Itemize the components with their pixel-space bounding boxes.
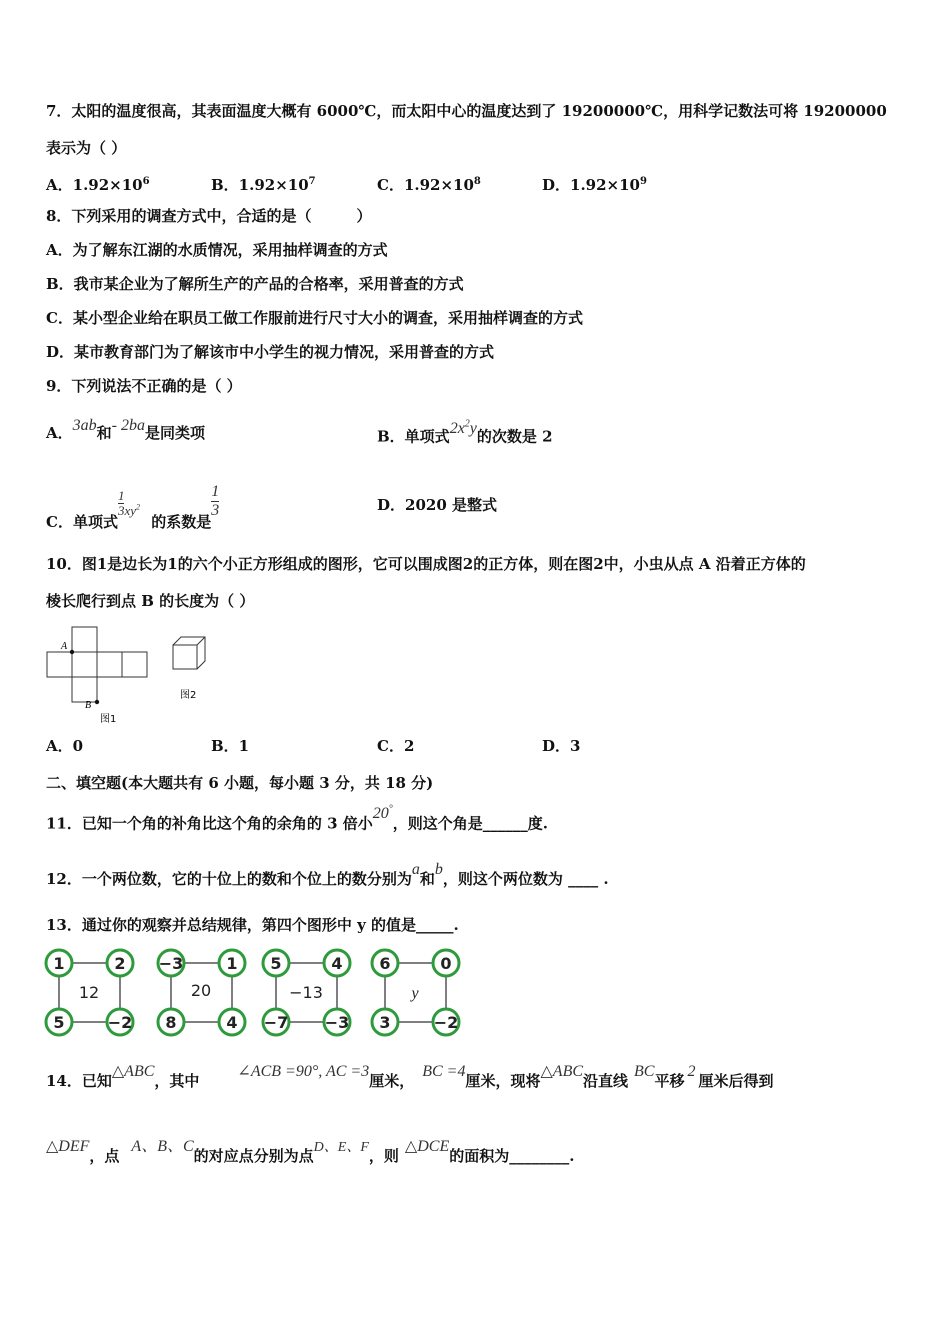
value-bl: 5 [53, 1013, 65, 1032]
l1-unit2: 厘米，现将 [465, 1072, 541, 1090]
expr-y: y [469, 420, 477, 438]
q10-figures [40, 622, 220, 730]
value-br: −2 [107, 1013, 133, 1032]
fraction-1-3-large [211, 483, 219, 520]
frac-den: 3 [117, 503, 125, 518]
value-bl: 8 [165, 1013, 177, 1032]
q8-option-c: C．某小型企业给在职员工做工作服前进行尺寸大小的调查，采用抽样调查的方式 [46, 309, 583, 327]
q12-pre: 12．一个两位数，它的十位上的数和个位上的数分别为 [46, 870, 412, 888]
q11-pre: 11．已知一个角的补角比这个角的余角的 3 倍小 [46, 814, 373, 833]
q8-option-a: A．为了解东江湖的水质情况，采用抽样调查的方式 [46, 241, 388, 259]
point-b-label: B [85, 700, 92, 711]
q10-option-d: D．3 [542, 737, 581, 755]
q7-option-d [542, 172, 647, 195]
l1-unit1: 厘米， [369, 1072, 415, 1090]
opt-text: B．1.92×10 [211, 176, 309, 194]
value-tr: 4 [331, 954, 343, 973]
l2-mid: 的对应点分别为点 [193, 1147, 314, 1165]
triangle-def: △DEF [46, 1138, 90, 1155]
q8-stem: 8．下列采用的调查方式中，合适的是（ ） [46, 207, 372, 225]
frac-num: 1 [117, 488, 125, 503]
value-tl: 1 [53, 954, 65, 973]
expr-base: 2x [449, 420, 465, 438]
value-tr: 1 [226, 954, 238, 973]
expr-exp: 2 [136, 502, 140, 512]
expr-deg: ° [388, 804, 393, 815]
opt-label: A． [46, 424, 73, 442]
opt-text: C．1.92×10 [377, 176, 474, 194]
q13-figure-1 [46, 950, 133, 1035]
q12-post: ，则这个两位数为 ____ . [442, 870, 609, 888]
q8-option-b: B．我市某企业为了解所生产的产品的合格率，采用普查的方式 [46, 275, 464, 293]
q8-option-d: D．某市教育部门为了解该市中小学生的视力情况，采用普查的方式 [46, 343, 495, 361]
opt-text: A．1.92×10 [46, 176, 143, 194]
l2-end: 的面积为________. [449, 1147, 575, 1165]
l2-dot: ，点 [89, 1147, 120, 1165]
q13-figure-4 [372, 950, 459, 1035]
q14-line1 [46, 1063, 774, 1092]
l1-shift: 平移 [654, 1072, 685, 1090]
q11-expr [373, 805, 393, 822]
q14-line2 [46, 1138, 575, 1168]
value-center: y [411, 985, 419, 1002]
q13-figure-2 [158, 950, 245, 1035]
q10-stem-line1: 10．图1是边长为1的六个小正方形组成的图形，它可以围成图2的正方体，则在图2中，小虫从点 A 沿着正方体的 [46, 555, 806, 573]
frac-num: 1 [211, 483, 220, 500]
expr-xy: xy [124, 503, 136, 518]
q9-option-d: D．2020 是整式 [377, 496, 497, 514]
mid-text: 的系数是 [151, 513, 212, 531]
value-center: −13 [289, 983, 323, 1002]
bc-expr: BC =4 [422, 1063, 466, 1080]
l1-pre: 14．已知 [46, 1072, 112, 1090]
opt-exp: 8 [473, 176, 481, 187]
q7-option-c [377, 172, 481, 195]
q11 [46, 804, 548, 834]
cube-net [47, 627, 147, 702]
q11-post: ，则这个角是______度. [392, 814, 548, 833]
triangle-dce: △DCE [404, 1138, 450, 1155]
expr-num: 20 [372, 805, 389, 823]
q7-option-a [46, 172, 150, 195]
value-tr: 0 [440, 954, 452, 973]
q9-stem: 9．下列说法不正确的是（ ） [46, 377, 242, 395]
l1-along: 沿直线 [583, 1072, 629, 1090]
fig1-label: 图1 [100, 714, 117, 725]
point-a-label: A [61, 641, 68, 652]
section-two-heading: 二、填空题(本大题共有 6 小题，每小题 3 分，共 18 分) [46, 774, 434, 792]
q12 [46, 861, 609, 890]
value-center: 12 [78, 983, 100, 1002]
triangle-abc-2: △ABC [540, 1063, 584, 1080]
value-bl: −7 [263, 1013, 289, 1032]
value-tl: −3 [158, 954, 184, 973]
tail-text: 的次数是 2 [476, 427, 553, 446]
opt-label: C．单项式 [46, 513, 118, 531]
point-b-dot [95, 700, 99, 704]
l1-end: 厘米后得到 [698, 1072, 774, 1090]
angle-expr: ∠ACB =90°, AC =3 [237, 1063, 370, 1080]
q10-stem-line2: 棱长爬行到点 B 的长度为（ ） [46, 592, 255, 610]
q9-option-b [377, 419, 553, 447]
q10-option-c: C．2 [377, 737, 415, 755]
expr-3ab: 3ab [72, 417, 97, 434]
shift-distance: 2 [687, 1063, 696, 1080]
opt-exp: 7 [308, 176, 316, 187]
opt-exp: 9 [639, 176, 647, 187]
points-def: D、E、F [313, 1140, 369, 1155]
point-a-dot [70, 650, 74, 654]
q9-option-c [46, 483, 220, 533]
q9-option-a [46, 417, 205, 444]
value-tl: 5 [270, 954, 282, 973]
var-a: a [411, 861, 420, 878]
value-br: −3 [324, 1013, 350, 1032]
value-br: −2 [433, 1013, 459, 1032]
q13-stem: 13．通过你的观察并总结规律，第四个图形中 y 的值是_____. [46, 916, 459, 934]
value-center: 20 [190, 981, 212, 1000]
fig2-label: 图2 [180, 690, 197, 701]
points-abc: A、B、C [131, 1138, 194, 1155]
l1-mid: ，其中 [154, 1072, 200, 1090]
opt-label: B．单项式 [377, 427, 450, 446]
value-tr: 2 [114, 954, 126, 973]
q7-option-b [211, 172, 316, 195]
opt-text: D．1.92×10 [542, 176, 640, 194]
q10-option-b: B．1 [211, 737, 250, 755]
frac-den: 3 [211, 502, 220, 519]
expr-xy2 [124, 503, 140, 518]
value-tl: 6 [379, 954, 391, 973]
expr-2ba: - 2ba [111, 417, 145, 434]
expr-2x2y [450, 420, 477, 437]
and-text: 和 [419, 870, 435, 888]
triangle-abc: △ABC [111, 1063, 155, 1080]
var-b: b [434, 861, 443, 878]
l2-then: ，则 [368, 1147, 399, 1165]
line-bc: BC [634, 1063, 655, 1080]
q10-option-a: A．0 [46, 737, 84, 755]
q13-figure-3 [263, 950, 350, 1035]
and-text: 和 [96, 424, 112, 442]
q7-stem-line1: 7．太阳的温度很高，其表面温度大概有 6000℃，而太阳中心的温度达到了 19200000℃，用科学记数法可将 19200000 [46, 102, 887, 120]
tail-text: 是同类项 [144, 424, 205, 442]
opt-exp: 6 [142, 176, 150, 187]
expr-exp: 2 [464, 419, 470, 430]
value-br: 4 [226, 1013, 238, 1032]
q7-stem-line2: 表示为（ ） [46, 139, 127, 157]
value-bl: 3 [379, 1013, 391, 1032]
q13-figures [42, 946, 470, 1038]
cube-drawing [173, 637, 205, 669]
